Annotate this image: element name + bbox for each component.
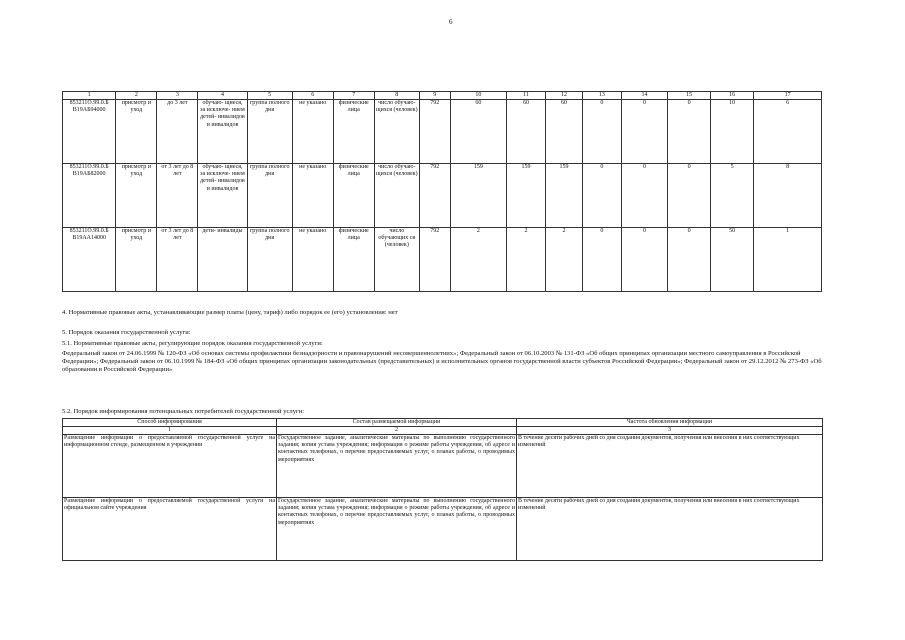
cell: группа полного дня [247,100,292,164]
col-number: 16 [711,92,754,100]
cell: 60 [507,100,546,164]
col-number: 8 [374,92,419,100]
section-5-1-heading: 5.1. Нормативные правовые акты, регулирующие порядок оказания государственной услуги: [62,340,323,347]
col-number: 3 [517,427,823,435]
col-number: 11 [507,92,546,100]
cell: группа полного дня [247,228,292,292]
cell: 5 [711,164,754,228]
cell: В течение десяти рабочих дней со дня создания документов, получения или внесения в них соответствующих изменений [517,435,823,498]
col-number: 10 [450,92,506,100]
cell: дети- инвалиды [198,228,247,292]
cell: от 3 лет до 8 лет [157,228,198,292]
cell: 1 [754,228,822,292]
section-5-heading: 5. Порядок оказания государственной услуги: [62,329,191,336]
header-cell: Состав размещаемой информации [277,419,517,427]
cell: не указано [292,164,333,228]
cell: 60 [450,100,506,164]
table-row [63,498,823,561]
col-number: 15 [668,92,711,100]
cell: 0 [668,164,711,228]
col-number: 2 [116,92,157,100]
section-5-2-heading: 5.2. Порядок информирования потенциальных потребителей государственной услуги: [62,408,305,415]
header-cell: Способ информирования [63,419,277,427]
cell: 792 [419,228,450,292]
cell: 60 [546,100,583,164]
cell: 853211О.99.0.Б В19АБ82000 [63,164,116,228]
cell: 853211О.99.0.Б В19АА14000 [63,228,116,292]
cell: 159 [507,164,546,228]
col-number: 13 [582,92,621,100]
col-number: 4 [198,92,247,100]
table-row [63,100,822,164]
col-number: 7 [333,92,374,100]
cell: обучаю- щиеся, за исключе- нием детей- инвалидов и инвалидов [198,100,247,164]
cell: обучаю- щиеся, за исключе- нием детей- инвалидов и инвалидов [198,164,247,228]
col-number: 12 [546,92,583,100]
cell: присмотр и уход [116,100,157,164]
cell: 10 [711,100,754,164]
cell: физические лица [333,164,374,228]
laws-paragraph: Федеральный закон от 24.06.1999 № 120-ФЗ «Об основах системы профилактики безнадзорности и правонарушений несовершеннолетних»; Федеральный закон от 06.10.2003 № 131-ФЗ «Об общих принципах организации местного самоуправления в Российской Федерации»; Федеральный закон от 06.10.1999 № 184-ФЗ «Об общих принципах организации законодательных (представительных) и исполнительных органов государственной власти субъектов Российской Федерации»; Федеральный закон от 29.12.2012 № 273-ФЗ «Об образовании в Российской Федерации» [62,350,822,373]
cell: 0 [582,100,621,164]
cell: 50 [711,228,754,292]
cell: 792 [419,164,450,228]
cell: 0 [668,228,711,292]
cell: 2 [507,228,546,292]
col-number: 17 [754,92,822,100]
cell: не указано [292,228,333,292]
cell: В течение десяти рабочих дней со дня создания документов, получения или внесения в них соответствующих изменений [517,498,823,561]
cell: число обучаю- щихся (человек) [374,100,419,164]
col-number: 1 [63,92,116,100]
cell: Государственное задание, аналитические материалы по выполнению государственного задания; копия устава учреждения; информация о режиме работы учреждения, об адресе и контактных телефонах, о перечне предоставляемых услуг, о планах работы, о проводимых мероприятиях [277,435,517,498]
cell: присмотр и уход [116,164,157,228]
cell: 792 [419,100,450,164]
cell: 0 [582,228,621,292]
cell: 159 [546,164,583,228]
cell: присмотр и уход [116,228,157,292]
section-4-text: 4. Нормативные правовые акты, устанавливающие размер платы (цену, тариф) либо порядок ее (его) установления: нет [62,309,398,316]
col-number: 1 [63,427,277,435]
cell: 2 [450,228,506,292]
table-number-row [63,427,823,435]
cell: группа полного дня [247,164,292,228]
cell: 0 [668,100,711,164]
informing-table [62,418,823,561]
table-row [63,228,822,292]
table-header-row [63,419,823,427]
cell: 8 [754,164,822,228]
header-cell: Частота обновления информации [517,419,823,427]
cell: 0 [582,164,621,228]
cell: физические лица [333,228,374,292]
table-header-row [63,92,822,100]
cell: 853211О.99.0.Б В19АБ94000 [63,100,116,164]
cell: 159 [450,164,506,228]
cell: Размещение информации о предоставляемой государственной услуги на официальном сайте учреждения [63,498,277,561]
col-number: 5 [247,92,292,100]
cell: 0 [621,164,667,228]
col-number: 3 [157,92,198,100]
col-number: 14 [621,92,667,100]
cell: физические лица [333,100,374,164]
cell: Государственное задание, аналитические материалы по выполнению государственного задания; копия устава учреждения; информация о режиме работы учреждения, об адресе и контактных телефонах, о перечне предоставляемых услуг, о планах работы, о проводимых мероприятиях [277,498,517,561]
table-row [63,164,822,228]
cell: 0 [621,100,667,164]
cell: от 3 лет до 8 лет [157,164,198,228]
col-number: 9 [419,92,450,100]
table-row [63,435,823,498]
cell: 6 [754,100,822,164]
cell: число обучаю- щихся (человек) [374,164,419,228]
cell: 0 [621,228,667,292]
col-number: 2 [277,427,517,435]
col-number: 6 [292,92,333,100]
cell: 2 [546,228,583,292]
cell: Размещение информации о предоставляемой государственной услуге на информационном стенде, размещенном в учреждении [63,435,277,498]
cell: до 3 лет [157,100,198,164]
cell: число обучающих ся (человек) [374,228,419,292]
page-number: 6 [449,18,453,26]
service-volume-table [62,91,822,292]
cell: не указано [292,100,333,164]
